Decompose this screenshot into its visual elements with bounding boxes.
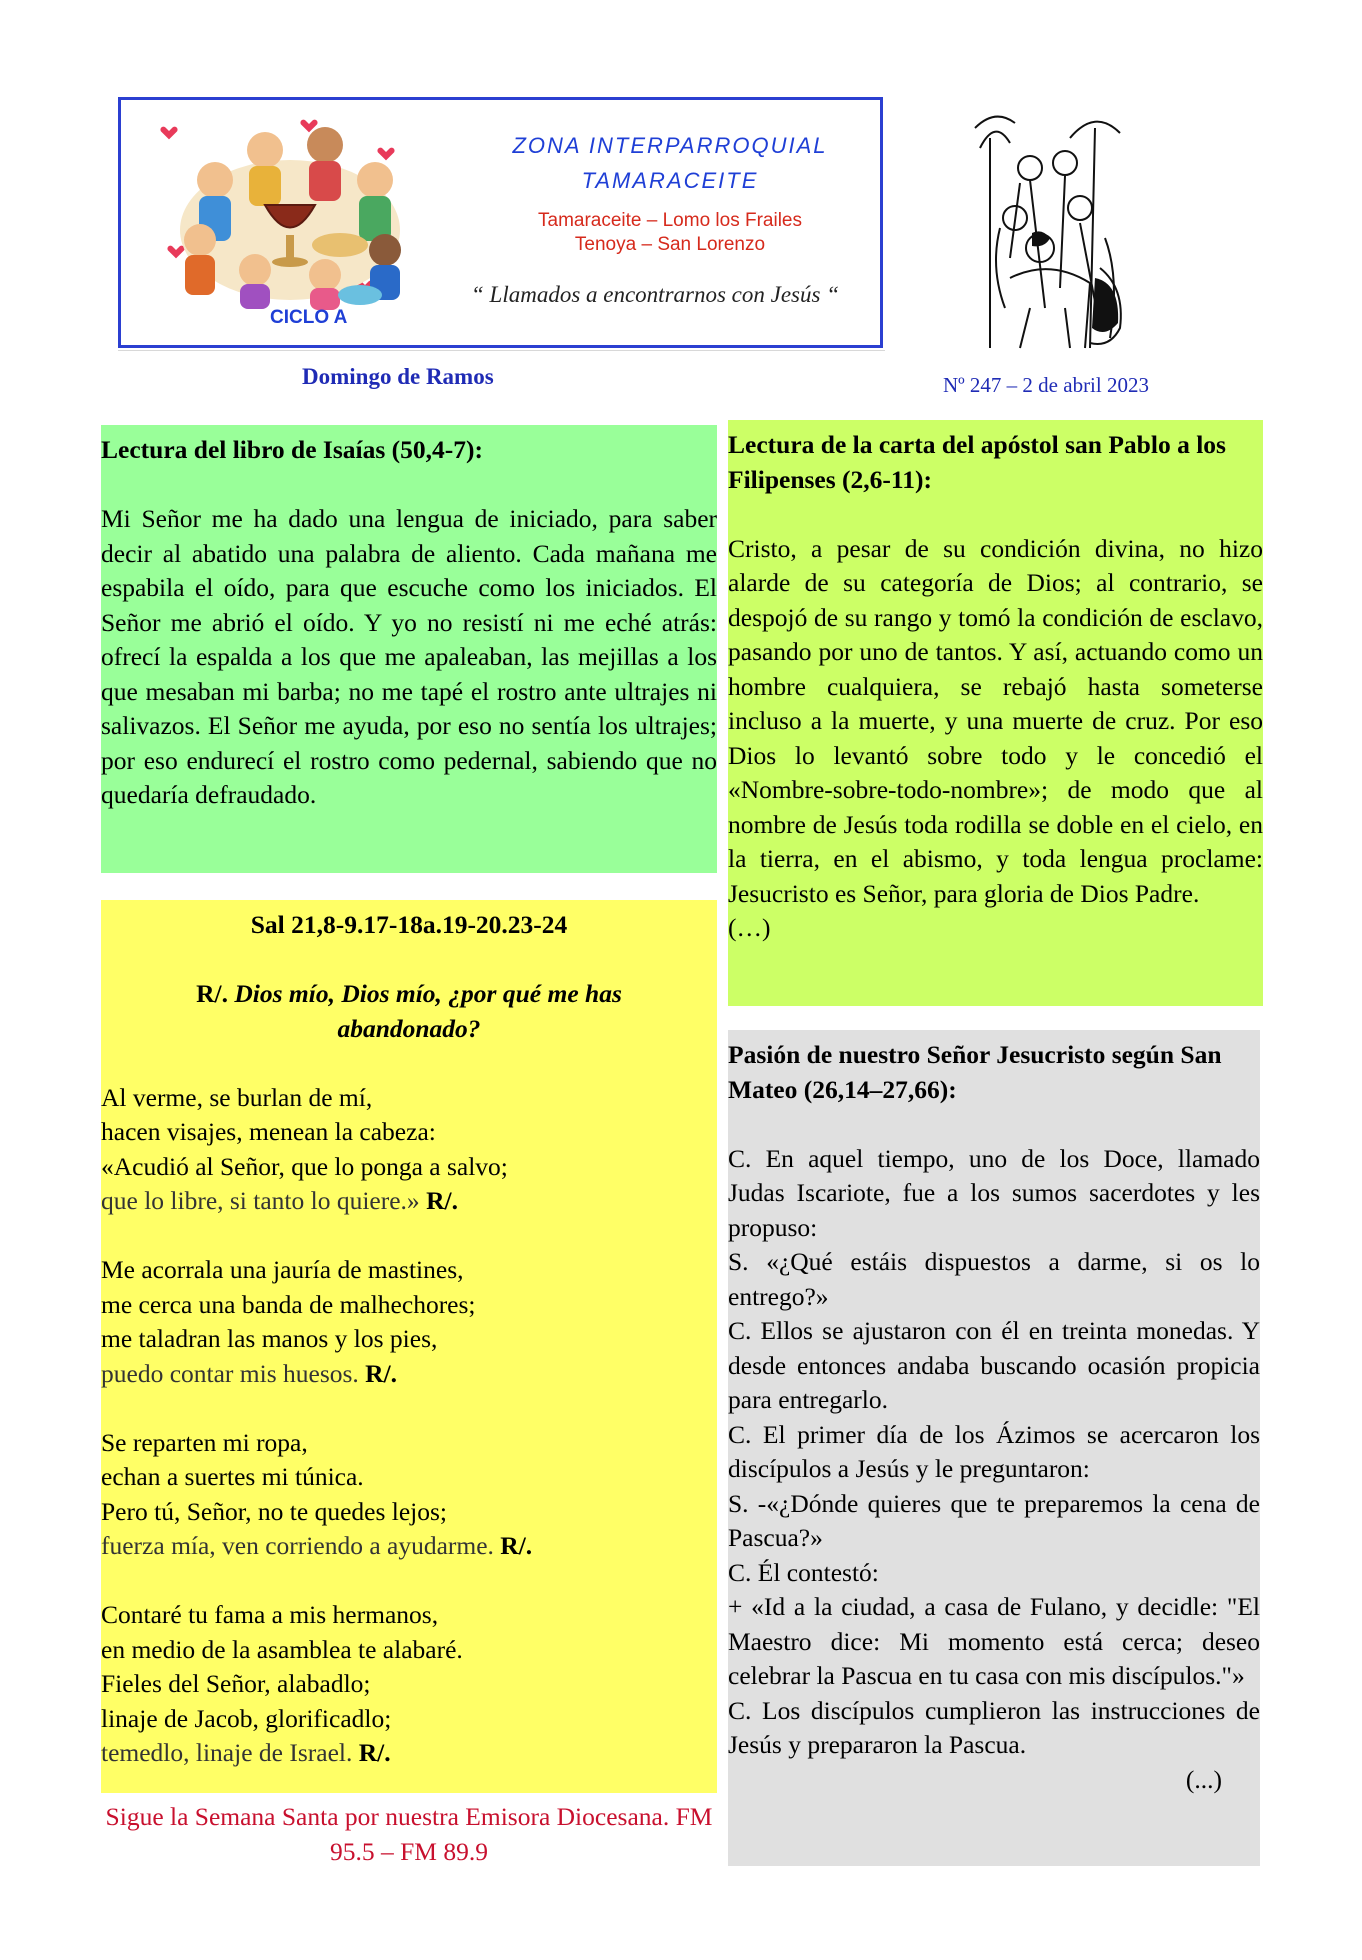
gospel-line: C. En aquel tiempo, uno de los Doce, llamado Judas Iscariote, fue a los sumos sacerdotes y les propuso: [728, 1143, 1260, 1242]
palm-sunday-illustration [970, 108, 1130, 353]
psalm-line: puedo contar mis huesos. [101, 1358, 359, 1388]
psalm-line: Pero tú, Señor, no te quedes lejos; [101, 1496, 448, 1526]
psalm-line: Contaré tu fama a mis hermanos, [101, 1600, 439, 1629]
psalm-panel [101, 900, 717, 1793]
psalm-line: Me acorrala una jauría de mastines, [101, 1255, 464, 1284]
second-reading-ellipsis: (…) [728, 913, 771, 942]
zone-subtitle: TAMARACEITE [581, 168, 759, 193]
gospel-title: Pasión de nuestro Señor Jesucristo según San Mateo (26,14–27,66): [728, 1040, 1222, 1104]
psalm-line: «Acudió al Señor, que lo ponga a salvo; [101, 1151, 508, 1181]
second-reading-title: Lectura de la carta del apóstol san Pablo a los Filipenses (2,6-11): [728, 430, 1226, 494]
psalm-line: Fieles del Señor, alabadlo; [101, 1669, 371, 1698]
psalm-line: Se reparten mi ropa, [101, 1427, 308, 1457]
psalm-line: me cerca una banda de malhechores; [101, 1289, 476, 1319]
gospel-line: S. «¿Qué estáis dispuestos a darme, si os lo entrego?» [728, 1247, 1260, 1311]
psalm-response [101, 977, 717, 1046]
first-reading-title: Lectura del libro de Isaías (50,4-7): [101, 435, 484, 464]
celebration-name: Domingo de Ramos [302, 364, 494, 389]
psalm-line: linaje de Jacob, glorificadlo; [101, 1703, 392, 1733]
parishes-line-1: Tamaraceite – Lomo los Frailes [538, 210, 802, 231]
psalm-stanza-2 [101, 1253, 717, 1391]
motto: “ Llamados a encontrarnos con Jesús “ [470, 282, 839, 307]
psalm-stanza-1 [101, 1081, 717, 1219]
community-illustration [155, 110, 425, 310]
psalm-response-text: Dios mío, Dios mío, ¿por qué me has abandonado? [234, 979, 622, 1043]
psalm-line: hacen visajes, menean la cabeza: [101, 1117, 436, 1146]
psalm-refrain: R/. [500, 1531, 533, 1560]
psalm-refrain: R/. [426, 1186, 458, 1215]
gospel-ellipsis: (...) [1185, 1764, 1222, 1794]
parishes-line-2: Tenoya – San Lorenzo [574, 234, 766, 255]
gospel-line: S. -«¿Dónde quieres que te preparemos la cena de Pascua?» [728, 1488, 1260, 1552]
gospel-line: C. Los discípulos cumplieron las instrucciones de Jesús y prepararon la Pascua. [728, 1695, 1260, 1759]
gospel-line: C. Él contestó: [728, 1557, 879, 1587]
issue-number-date: Nº 247 – 2 de abril 2023 [943, 373, 1149, 397]
psalm-refrain: R/. [365, 1358, 398, 1388]
psalm-stanza-3 [101, 1426, 717, 1564]
psalm-line: que lo libre, si tanto lo quiere.» [101, 1186, 420, 1215]
psalm-title: Sal 21,8-9.17-18a.19-20.23-24 [250, 910, 568, 939]
gospel-line: C. Ellos se ajustaron con él en treinta monedas. Y desde entonces andaba buscando ocasión propicia para entregarlo. [728, 1316, 1260, 1414]
first-reading-panel [101, 425, 717, 873]
psalm-line: en medio de la asamblea te alabaré. [101, 1634, 463, 1664]
second-reading-text: Cristo, a pesar de su condición divina, no hizo alarde de su categoría de Dios; al contrario, se despojó de su rango y tomó la condición de esclavo, pasando por uno de tantos. Y así, actuando como un hombre cualquiera, se rebajó hasta someterse incluso a la muerte, y una muerte de cruz. Por eso Dios lo levantó sobre todo y le concedió el «Nombre-sobre-todo-nombre»; de modo que al nombre de Jesús toda rodilla se doble en el cielo, en la tierra, en el abismo, y toda lengua proclame: Jesucristo es Señor, para gloria de Dios Padre. [728, 533, 1263, 908]
psalm-refrain: R/. [358, 1738, 391, 1767]
second-reading-panel [728, 420, 1263, 1006]
psalm-line: me taladran las manos y los pies, [101, 1324, 438, 1353]
gospel-panel [728, 1030, 1260, 1866]
psalm-response-label: R/. [196, 979, 228, 1008]
psalm-line: Al verme, se burlan de mí, [101, 1082, 373, 1112]
liturgical-cycle: CICLO A [270, 307, 348, 328]
radio-notice: Sigue la Semana Santa por nuestra Emisora Diocesana. FM 95.5 – FM 89.9 [105, 1802, 713, 1866]
first-reading-text: Mi Señor me ha dado una lengua de iniciado, para saber decir al abatido una palabra de aliento. Cada mañana me espabila el oído, para que escuche como los iniciados. El Señor me abrió el oído. Y yo no resistí ni me eché atrás: ofrecí la espalda a los que me apaleaban, las mejillas a los que mesaban mi barba; no me tapé el rostro ante ultrajes ni salivazos. El Señor me ayuda, por eso no sentía los ultrajes; por eso endurecí el rostro como pedernal, sabiendo que no quedaría defraudado. [101, 504, 717, 809]
psalm-line: echan a suertes mi túnica. [101, 1462, 364, 1491]
gospel-line: + «Id a la ciudad, a casa de Fulano, y decidle: "El Maestro dice: Mi momento está cerca; deseo celebrar la Pascua en tu casa con mis discípulos."» [728, 1592, 1260, 1690]
zone-title: ZONA INTERPARROQUIAL [512, 133, 828, 158]
gospel-line: C. El primer día de los Ázimos se acercaron los discípulos a Jesús y le preguntaron: [728, 1419, 1260, 1483]
psalm-line: fuerza mía, ven corriendo a ayudarme. [101, 1531, 494, 1560]
psalm-line: temedlo, linaje de Israel. [101, 1738, 353, 1767]
psalm-stanza-4 [101, 1598, 717, 1771]
header-underline [118, 350, 885, 356]
